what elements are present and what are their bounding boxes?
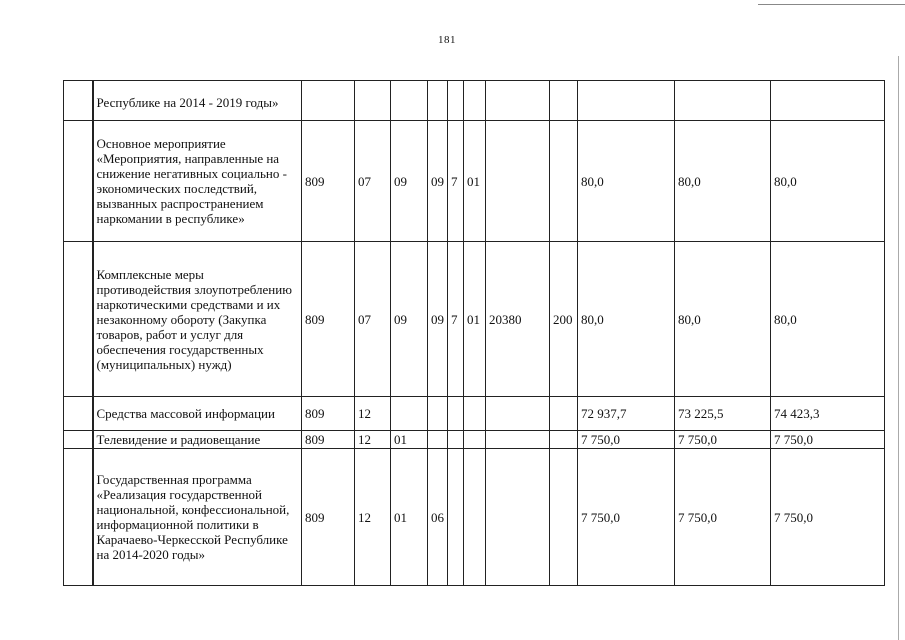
- cs2-cell: 7: [448, 242, 464, 397]
- rz-cell: 07: [355, 242, 391, 397]
- table-row: [64, 242, 885, 397]
- row-name: Республике на 2014 - 2019 годы»: [93, 81, 302, 121]
- cs2-cell: 7: [448, 121, 464, 242]
- year2-cell: 80,0: [675, 121, 771, 242]
- pr-cell: 09: [391, 242, 428, 397]
- ved-cell: 809: [302, 242, 355, 397]
- table-row: [64, 431, 885, 449]
- blank-cell: [64, 81, 93, 121]
- year1-cell: 7 750,0: [578, 431, 675, 449]
- year3-cell: [771, 81, 885, 121]
- pr-cell: [391, 397, 428, 431]
- scan-edge-right: [898, 56, 899, 640]
- cs1-cell: [428, 81, 448, 121]
- scan-edge-top: [758, 4, 905, 5]
- cs3-cell: [464, 449, 486, 586]
- cs2-cell: [448, 81, 464, 121]
- row-name: Комплексные меры противодействия злоупотреблению наркотическими средствами и их незаконному обороту (Закупка товаров, работ и услуг для обеспечения государственных (муниципальных) нужд): [93, 242, 302, 397]
- vr-cell: 200: [550, 242, 578, 397]
- cs2-cell: [448, 431, 464, 449]
- blank-cell: [64, 242, 93, 397]
- table-row: [64, 449, 885, 586]
- year3-cell: 74 423,3: [771, 397, 885, 431]
- page-number: 181: [438, 34, 456, 46]
- year1-cell: 80,0: [578, 242, 675, 397]
- ved-cell: 809: [302, 449, 355, 586]
- rz-cell: [355, 81, 391, 121]
- vr-cell: [550, 449, 578, 586]
- table-row: [64, 81, 885, 121]
- blank-cell: [64, 121, 93, 242]
- row-name: Телевидение и радиовещание: [93, 431, 302, 449]
- rz-cell: 07: [355, 121, 391, 242]
- rz-cell: 12: [355, 449, 391, 586]
- year1-cell: [578, 81, 675, 121]
- cs4-cell: [486, 121, 550, 242]
- ved-cell: 809: [302, 397, 355, 431]
- cs4-cell: [486, 431, 550, 449]
- year3-cell: 80,0: [771, 121, 885, 242]
- cs1-cell: 09: [428, 121, 448, 242]
- cs4-cell: 20380: [486, 242, 550, 397]
- cs3-cell: [464, 81, 486, 121]
- year2-cell: 80,0: [675, 242, 771, 397]
- pr-cell: 01: [391, 449, 428, 586]
- budget-table: [63, 80, 885, 586]
- year2-cell: [675, 81, 771, 121]
- pr-cell: 09: [391, 121, 428, 242]
- cs1-cell: [428, 397, 448, 431]
- row-name: Средства массовой информации: [93, 397, 302, 431]
- cs3-cell: [464, 397, 486, 431]
- vr-cell: [550, 81, 578, 121]
- pr-cell: 01: [391, 431, 428, 449]
- year2-cell: 7 750,0: [675, 449, 771, 586]
- ved-cell: 809: [302, 121, 355, 242]
- cs1-cell: 09: [428, 242, 448, 397]
- cs4-cell: [486, 449, 550, 586]
- row-name: Государственная программа «Реализация государственной национальной, конфессиональной, информационной политики в Карачаево-Черкесской Республике на 2014-2020 годы»: [93, 449, 302, 586]
- year3-cell: 7 750,0: [771, 449, 885, 586]
- row-name: Основное мероприятие «Мероприятия, направленные на снижение негативных социально - экономических последствий, вызванных распространением наркомании в республике»: [93, 121, 302, 242]
- blank-cell: [64, 449, 93, 586]
- table-row: [64, 121, 885, 242]
- cs2-cell: [448, 397, 464, 431]
- cs4-cell: [486, 397, 550, 431]
- year1-cell: 72 937,7: [578, 397, 675, 431]
- ved-cell: [302, 81, 355, 121]
- cs3-cell: [464, 431, 486, 449]
- year2-cell: 73 225,5: [675, 397, 771, 431]
- blank-cell: [64, 431, 93, 449]
- year1-cell: 80,0: [578, 121, 675, 242]
- year3-cell: 80,0: [771, 242, 885, 397]
- cs3-cell: 01: [464, 121, 486, 242]
- cs2-cell: [448, 449, 464, 586]
- rz-cell: 12: [355, 431, 391, 449]
- cs4-cell: [486, 81, 550, 121]
- pr-cell: [391, 81, 428, 121]
- year1-cell: 7 750,0: [578, 449, 675, 586]
- year3-cell: 7 750,0: [771, 431, 885, 449]
- cs1-cell: [428, 431, 448, 449]
- cs1-cell: 06: [428, 449, 448, 586]
- blank-cell: [64, 397, 93, 431]
- cs3-cell: 01: [464, 242, 486, 397]
- table-row: [64, 397, 885, 431]
- vr-cell: [550, 397, 578, 431]
- vr-cell: [550, 121, 578, 242]
- vr-cell: [550, 431, 578, 449]
- ved-cell: 809: [302, 431, 355, 449]
- rz-cell: 12: [355, 397, 391, 431]
- year2-cell: 7 750,0: [675, 431, 771, 449]
